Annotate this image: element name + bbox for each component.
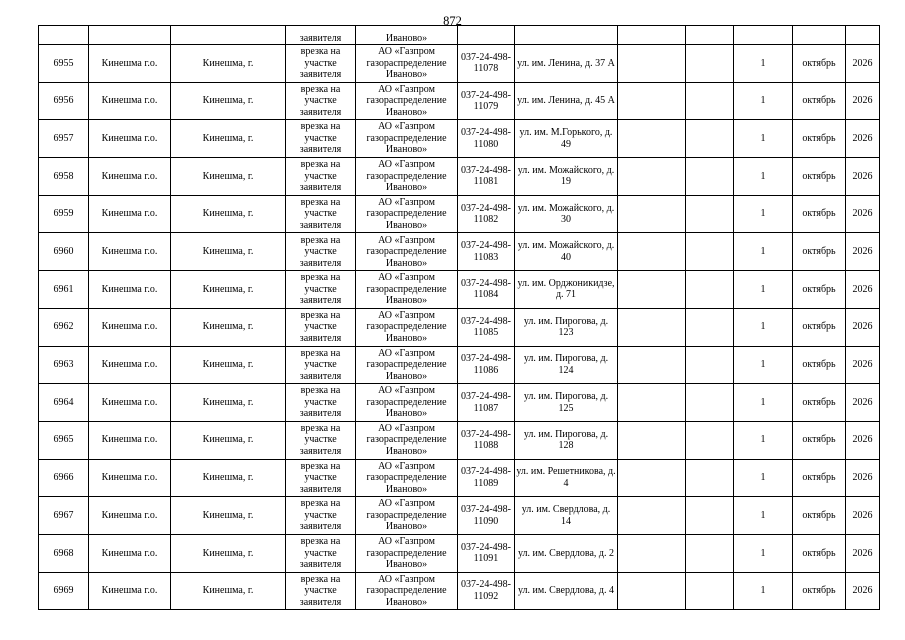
cell-address: ул. им. М.Горького, д. 49 [515, 120, 618, 158]
cell-settlement: Кинешма, г. [171, 233, 286, 271]
table-row [39, 534, 880, 572]
cell-work-type: врезка на участке заявителя [286, 534, 356, 572]
cell-account-code: 037-24-498-11089 [458, 459, 515, 497]
table-row [39, 421, 880, 459]
cell-month: октябрь [793, 120, 846, 158]
table-row [39, 346, 880, 384]
cell-empty [618, 271, 686, 309]
cell-address: ул. им. Можайского, д. 19 [515, 158, 618, 196]
cell-account-code: 037-24-498-11090 [458, 497, 515, 535]
cell-district: Кинешма г.о. [89, 271, 171, 309]
cell-empty [618, 534, 686, 572]
cell-empty [686, 384, 734, 422]
cell-empty [618, 459, 686, 497]
cell-year: 2026 [846, 233, 880, 271]
cell-work-type: врезка на участке заявителя [286, 233, 356, 271]
cell-account-code: 037-24-498-11087 [458, 384, 515, 422]
cell-work-type: врезка на участке заявителя [286, 421, 356, 459]
cell-empty [686, 271, 734, 309]
cell-account-code: 037-24-498-11085 [458, 308, 515, 346]
cell-district: Кинешма г.о. [89, 233, 171, 271]
cell-address: ул. им. Ленина, д. 37 А [515, 45, 618, 83]
cell-empty [618, 120, 686, 158]
carry-work-type: заявителя [286, 26, 356, 45]
table-row [39, 45, 880, 83]
cell-row-number: 6960 [39, 233, 89, 271]
cell-empty [618, 497, 686, 535]
cell-operator: АО «Газпром газораспределение Иваново» [356, 534, 458, 572]
cell-work-type: врезка на участке заявителя [286, 82, 356, 120]
cell-work-type: врезка на участке заявителя [286, 120, 356, 158]
cell-row-number: 6969 [39, 572, 89, 610]
cell-year: 2026 [846, 459, 880, 497]
cell-empty [686, 459, 734, 497]
cell-district: Кинешма г.о. [89, 497, 171, 535]
cell-district: Кинешма г.о. [89, 572, 171, 610]
cell-row-number: 6956 [39, 82, 89, 120]
cell-empty [515, 26, 618, 45]
cell-year: 2026 [846, 497, 880, 535]
cell-operator: АО «Газпром газораспределение Иваново» [356, 346, 458, 384]
cell-empty [686, 158, 734, 196]
cell-quantity: 1 [734, 233, 793, 271]
cell-settlement: Кинешма, г. [171, 459, 286, 497]
cell-quantity: 1 [734, 158, 793, 196]
cell-month: октябрь [793, 271, 846, 309]
cell-empty [618, 82, 686, 120]
cell-district: Кинешма г.о. [89, 308, 171, 346]
cell-empty [686, 233, 734, 271]
cell-empty [686, 497, 734, 535]
cell-empty [793, 26, 846, 45]
cell-account-code: 037-24-498-11092 [458, 572, 515, 610]
cell-work-type: врезка на участке заявителя [286, 308, 356, 346]
cell-district: Кинешма г.о. [89, 45, 171, 83]
page-number: 872 [443, 14, 462, 28]
cell-district: Кинешма г.о. [89, 346, 171, 384]
table-row [39, 120, 880, 158]
cell-empty [618, 308, 686, 346]
cell-address: ул. им. Пирогова, д. 124 [515, 346, 618, 384]
cell-work-type: врезка на участке заявителя [286, 195, 356, 233]
cell-settlement: Кинешма, г. [171, 534, 286, 572]
cell-row-number: 6957 [39, 120, 89, 158]
cell-operator: АО «Газпром газораспределение Иваново» [356, 497, 458, 535]
cell-year: 2026 [846, 82, 880, 120]
cell-settlement: Кинешма, г. [171, 120, 286, 158]
cell-quantity: 1 [734, 195, 793, 233]
cell-empty [686, 82, 734, 120]
cell-account-code: 037-24-498-11086 [458, 346, 515, 384]
cell-district: Кинешма г.о. [89, 195, 171, 233]
cell-year: 2026 [846, 158, 880, 196]
cell-operator: АО «Газпром газораспределение Иваново» [356, 45, 458, 83]
table-row [39, 233, 880, 271]
cell-operator: АО «Газпром газораспределение Иваново» [356, 120, 458, 158]
cell-address: ул. им. Решетникова, д. 4 [515, 459, 618, 497]
cell-year: 2026 [846, 195, 880, 233]
cell-quantity: 1 [734, 572, 793, 610]
cell-account-code: 037-24-498-11079 [458, 82, 515, 120]
cell-district: Кинешма г.о. [89, 459, 171, 497]
cell-operator: АО «Газпром газораспределение Иваново» [356, 82, 458, 120]
cell-quantity: 1 [734, 45, 793, 83]
cell-address: ул. им. Можайского, д. 30 [515, 195, 618, 233]
cell-empty [734, 26, 793, 45]
cell-work-type: врезка на участке заявителя [286, 497, 356, 535]
cell-operator: АО «Газпром газораспределение Иваново» [356, 233, 458, 271]
cell-settlement: Кинешма, г. [171, 346, 286, 384]
table-row [39, 459, 880, 497]
cell-operator: АО «Газпром газораспределение Иваново» [356, 195, 458, 233]
table-row [39, 572, 880, 610]
cell-work-type: врезка на участке заявителя [286, 459, 356, 497]
cell-empty [686, 534, 734, 572]
cell-address: ул. им. Свердлова, д. 4 [515, 572, 618, 610]
cell-empty [846, 26, 880, 45]
cell-month: октябрь [793, 459, 846, 497]
cell-settlement: Кинешма, г. [171, 45, 286, 83]
cell-row-number: 6968 [39, 534, 89, 572]
cell-empty [618, 233, 686, 271]
cell-address: ул. им. Пирогова, д. 125 [515, 384, 618, 422]
cell-address: ул. им. Свердлова, д. 14 [515, 497, 618, 535]
cell-address: ул. им. Ленина, д. 45 А [515, 82, 618, 120]
cell-settlement: Кинешма, г. [171, 271, 286, 309]
cell-district: Кинешма г.о. [89, 82, 171, 120]
cell-empty [618, 45, 686, 83]
cell-empty [686, 120, 734, 158]
table-row [39, 497, 880, 535]
cell-month: октябрь [793, 45, 846, 83]
cell-settlement: Кинешма, г. [171, 82, 286, 120]
cell-row-number: 6967 [39, 497, 89, 535]
cell-settlement: Кинешма, г. [171, 384, 286, 422]
cell-year: 2026 [846, 308, 880, 346]
cell-empty [618, 26, 686, 45]
cell-quantity: 1 [734, 346, 793, 384]
table-row [39, 384, 880, 422]
cell-year: 2026 [846, 572, 880, 610]
cell-operator: АО «Газпром газораспределение Иваново» [356, 421, 458, 459]
table-row [39, 308, 880, 346]
table-row [39, 82, 880, 120]
cell-address: ул. им. Можайского, д. 40 [515, 233, 618, 271]
cell-empty [618, 572, 686, 610]
plan-table [38, 25, 880, 610]
cell-month: октябрь [793, 158, 846, 196]
cell-settlement: Кинешма, г. [171, 572, 286, 610]
cell-empty [39, 26, 89, 45]
cell-address: ул. им. Орджоникидзе, д. 71 [515, 271, 618, 309]
cell-quantity: 1 [734, 120, 793, 158]
cell-empty [89, 26, 171, 45]
cell-row-number: 6962 [39, 308, 89, 346]
cell-month: октябрь [793, 421, 846, 459]
cell-quantity: 1 [734, 459, 793, 497]
cell-operator: АО «Газпром газораспределение Иваново» [356, 271, 458, 309]
cell-quantity: 1 [734, 497, 793, 535]
cell-quantity: 1 [734, 82, 793, 120]
cell-district: Кинешма г.о. [89, 158, 171, 196]
cell-quantity: 1 [734, 308, 793, 346]
cell-settlement: Кинешма, г. [171, 195, 286, 233]
cell-month: октябрь [793, 497, 846, 535]
cell-address: ул. им. Свердлова, д. 2 [515, 534, 618, 572]
cell-empty [686, 308, 734, 346]
cell-empty [618, 158, 686, 196]
cell-account-code: 037-24-498-11080 [458, 120, 515, 158]
cell-operator: АО «Газпром газораспределение Иваново» [356, 384, 458, 422]
table-row [39, 271, 880, 309]
cell-row-number: 6966 [39, 459, 89, 497]
cell-year: 2026 [846, 421, 880, 459]
table-row [39, 158, 880, 196]
cell-work-type: врезка на участке заявителя [286, 271, 356, 309]
cell-month: октябрь [793, 195, 846, 233]
cell-row-number: 6958 [39, 158, 89, 196]
cell-empty [686, 45, 734, 83]
cell-account-code: 037-24-498-11078 [458, 45, 515, 83]
cell-month: октябрь [793, 233, 846, 271]
cell-month: октябрь [793, 82, 846, 120]
table-body [39, 26, 880, 610]
cell-address: ул. им. Пирогова, д. 123 [515, 308, 618, 346]
table-row [39, 195, 880, 233]
cell-quantity: 1 [734, 534, 793, 572]
cell-account-code: 037-24-498-11084 [458, 271, 515, 309]
cell-quantity: 1 [734, 271, 793, 309]
cell-work-type: врезка на участке заявителя [286, 346, 356, 384]
cell-settlement: Кинешма, г. [171, 421, 286, 459]
cell-empty [686, 26, 734, 45]
cell-row-number: 6964 [39, 384, 89, 422]
cell-district: Кинешма г.о. [89, 421, 171, 459]
cell-operator: АО «Газпром газораспределение Иваново» [356, 572, 458, 610]
cell-operator: АО «Газпром газораспределение Иваново» [356, 308, 458, 346]
cell-operator: АО «Газпром газораспределение Иваново» [356, 158, 458, 196]
cell-year: 2026 [846, 120, 880, 158]
cell-work-type: врезка на участке заявителя [286, 384, 356, 422]
cell-settlement: Кинешма, г. [171, 158, 286, 196]
cell-month: октябрь [793, 346, 846, 384]
cell-quantity: 1 [734, 421, 793, 459]
cell-district: Кинешма г.о. [89, 120, 171, 158]
cell-empty [618, 346, 686, 384]
cell-row-number: 6955 [39, 45, 89, 83]
cell-address: ул. им. Пирогова, д. 128 [515, 421, 618, 459]
cell-empty [686, 572, 734, 610]
cell-row-number: 6965 [39, 421, 89, 459]
cell-year: 2026 [846, 384, 880, 422]
cell-month: октябрь [793, 534, 846, 572]
cell-empty [618, 195, 686, 233]
cell-year: 2026 [846, 534, 880, 572]
cell-work-type: врезка на участке заявителя [286, 572, 356, 610]
cell-row-number: 6963 [39, 346, 89, 384]
cell-row-number: 6961 [39, 271, 89, 309]
cell-empty [458, 26, 515, 45]
carry-operator: Иваново» [356, 26, 458, 45]
cell-account-code: 037-24-498-11083 [458, 233, 515, 271]
cell-district: Кинешма г.о. [89, 534, 171, 572]
cell-year: 2026 [846, 271, 880, 309]
cell-work-type: врезка на участке заявителя [286, 158, 356, 196]
cell-empty [686, 195, 734, 233]
cell-row-number: 6959 [39, 195, 89, 233]
cell-empty [171, 26, 286, 45]
cell-empty [686, 421, 734, 459]
cell-account-code: 037-24-498-11081 [458, 158, 515, 196]
cell-settlement: Кинешма, г. [171, 497, 286, 535]
cell-quantity: 1 [734, 384, 793, 422]
cell-month: октябрь [793, 572, 846, 610]
cell-work-type: врезка на участке заявителя [286, 45, 356, 83]
cell-settlement: Кинешма, г. [171, 308, 286, 346]
cell-account-code: 037-24-498-11091 [458, 534, 515, 572]
cell-year: 2026 [846, 346, 880, 384]
cell-operator: АО «Газпром газораспределение Иваново» [356, 459, 458, 497]
cell-account-code: 037-24-498-11088 [458, 421, 515, 459]
cell-district: Кинешма г.о. [89, 384, 171, 422]
cell-account-code: 037-24-498-11082 [458, 195, 515, 233]
cell-month: октябрь [793, 308, 846, 346]
carry-over-row [39, 26, 880, 45]
cell-month: октябрь [793, 384, 846, 422]
cell-year: 2026 [846, 45, 880, 83]
cell-empty [686, 346, 734, 384]
cell-empty [618, 384, 686, 422]
cell-empty [618, 421, 686, 459]
